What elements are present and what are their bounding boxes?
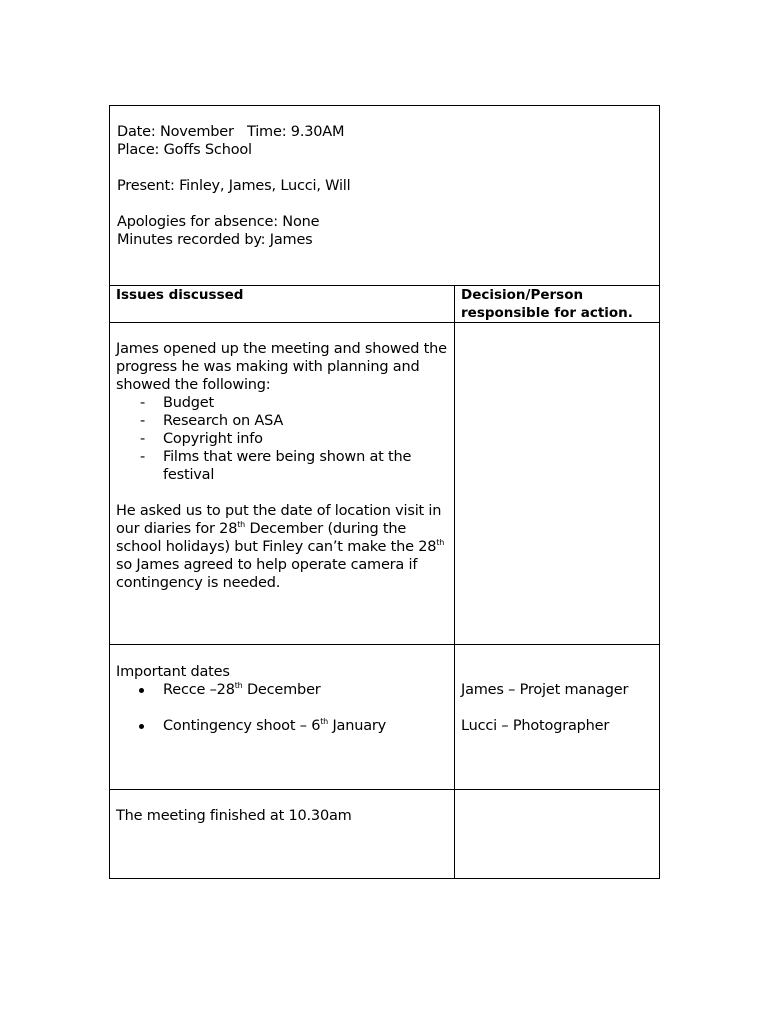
issue-discussion [110,323,455,645]
present: Present: Finley, James, Lucci, Will [117,178,351,194]
responsible-james: James – Projet manager [461,682,629,698]
location-visit-paragraph: He asked us to put the date of location visit in our diaries for 28th December (during the school holidays) but Finley can’t make the 28th so James agreed to help operate camera if contingency is needed. [116,503,445,591]
list-item: - Copyright info [136,430,448,448]
date-time: Date: November Time: 9.30AM [117,124,345,140]
meeting-details [110,106,660,286]
responsible-lucci: Lucci – Photographer [461,718,610,734]
closing-text: The meeting finished at 10.30am [116,808,352,824]
bullet-icon [139,688,144,693]
column-header-row [110,286,660,323]
decision-header-line1: Decision/Person [461,287,584,303]
important-dates-heading: Important dates [116,664,230,680]
issue-decision [455,323,660,645]
list-item: - Films that were being shown at the festival [136,448,448,484]
place: Place: Goffs School [117,142,252,158]
closing-row [110,790,660,879]
list-item: Contingency shoot – 6th January [136,717,448,735]
important-dates [110,645,455,790]
dates-responsibilities [455,645,660,790]
minutes-recorded-by: Minutes recorded by: James [117,232,313,248]
bullet-icon [139,724,144,729]
issue-row [110,323,660,645]
apologies: Apologies for absence: None [117,214,320,230]
minutes-table [109,105,660,879]
issue-intro: James opened up the meeting and showed the progress he was making with planning and showed the following: [116,341,447,393]
dates-row [110,645,660,790]
decision-header-line2: responsible for action. [461,305,633,321]
list-item: - Budget [136,394,448,412]
list-item: Recce –28th December [136,681,448,699]
decision-header [455,286,660,323]
meeting-end [110,790,455,879]
progress-list [116,394,448,484]
issues-header: Issues discussed [110,286,455,323]
closing-decision [455,790,660,879]
header-row [110,106,660,286]
dates-list [116,681,448,735]
list-item: - Research on ASA [136,412,448,430]
